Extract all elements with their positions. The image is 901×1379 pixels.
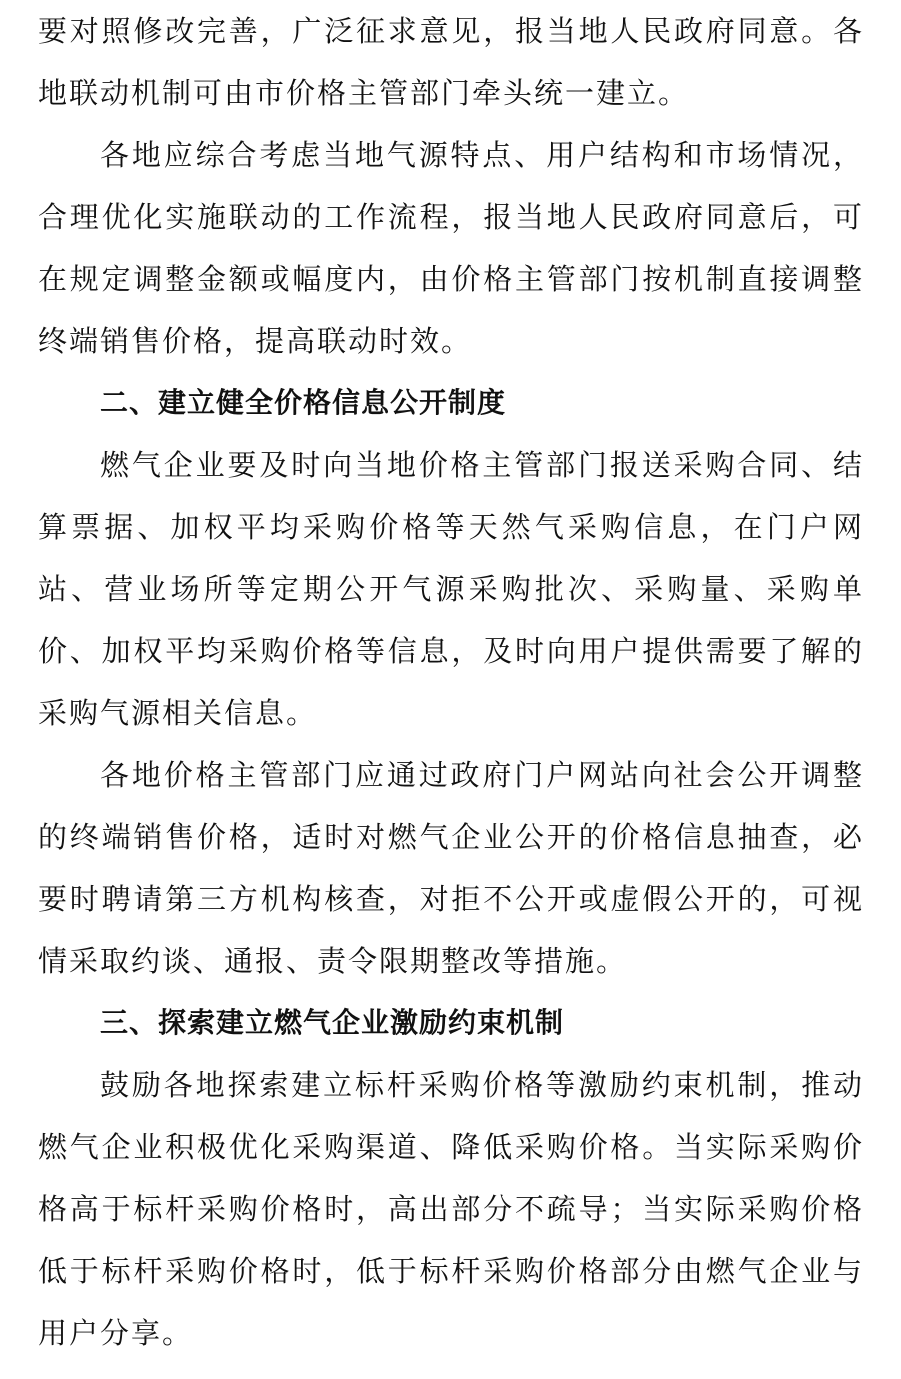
paragraph-government-disclosure: 各地价格主管部门应通过政府门户网站向社会公开调整的终端销售价格，适时对燃气企业公开的价格信息抽查，必要时聘请第三方机构核查，对拒不公开或虚假公开的，可视情采取约谈、通报、责令限期整改等措施。 — [38, 758, 864, 978]
section-heading-three: 三、探索建立燃气企业激励约束机制 — [100, 1006, 565, 1039]
paragraph-linkage-workflow: 各地应综合考虑当地气源特点、用户结构和市场情况，合理优化实施联动的工作流程，报当地人民政府同意后，可在规定调整金额或幅度内，由价格主管部门按机制直接调整终端销售价格，提高联动时效。 — [38, 138, 864, 358]
paragraph-enterprise-disclosure: 燃气企业要及时向当地价格主管部门报送采购合同、结算票据、加权平均采购价格等天然气采购信息，在门户网站、营业场所等定期公开气源采购批次、采购量、采购单价、加权平均采购价格等信息，及时向用户提供需要了解的采购气源相关信息。 — [38, 448, 864, 730]
document-page — [38, 0, 864, 1364]
section-heading-two: 二、建立健全价格信息公开制度 — [100, 386, 507, 419]
paragraph-continuation: 要对照修改完善，广泛征求意见，报当地人民政府同意。各地联动机制可由市价格主管部门牵头统一建立。 — [38, 14, 864, 110]
paragraph-incentive-mechanism: 鼓励各地探索建立标杆采购价格等激励约束机制，推动燃气企业积极优化采购渠道、降低采购价格。当实际采购价格高于标杆采购价格时，高出部分不疏导；当实际采购价格低于标杆采购价格时，低于标杆采购价格部分由燃气企业与用户分享。 — [38, 1068, 864, 1350]
